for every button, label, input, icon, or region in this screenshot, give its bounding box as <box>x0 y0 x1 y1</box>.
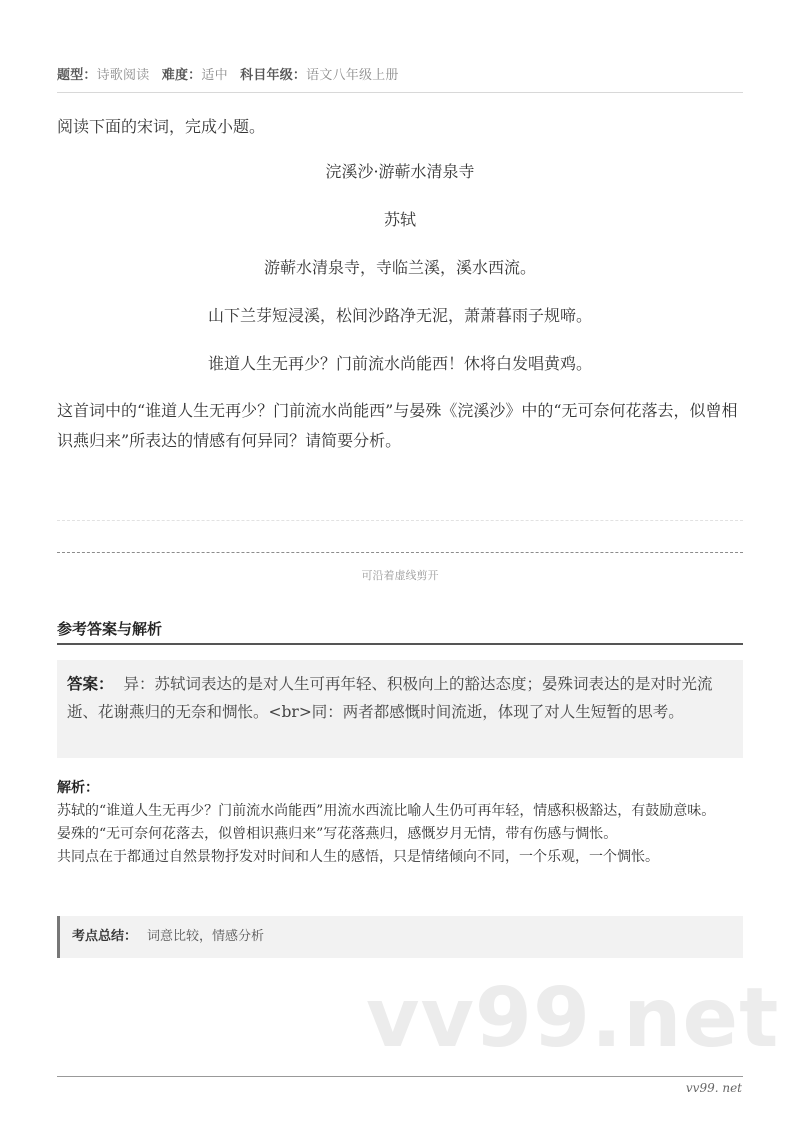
question-instruction: 阅读下面的宋词，完成小题。 <box>57 117 266 136</box>
footer-divider <box>57 1076 743 1077</box>
meta-divider <box>57 92 743 93</box>
subject-label: 科目年级： <box>240 68 307 83</box>
poem-line: 谁道人生无再少？门前流水尚能西！休将白发唱黄鸡。 <box>207 354 592 373</box>
question-meta <box>57 64 407 83</box>
analysis-paragraph: 晏殊的“无可奈何花落去，似曾相识燕归来”写花落燕归，感慨岁月无情，带有伤感与惆怅。 <box>57 826 618 842</box>
answer-text: 异：苏轼词表达的是对人生可再年轻、积极向上的豁达态度；晏殊词表达的是对时光流逝、花谢燕归的无奈和惆怅。<br>同：两者都感慨时间流逝，体现了对人生短暂的思考。 <box>67 675 713 721</box>
summary-text: 词意比较，情感分析 <box>147 929 265 944</box>
type-label: 题型： <box>57 68 97 83</box>
answer-box <box>57 660 743 758</box>
difficulty-label: 难度： <box>161 68 202 83</box>
analysis-paragraph: 苏轼的“谁道人生无再少？门前流水尚能西”用流水西流比喻人生仍可再年轻，情感积极豁达，有鼓励意味。 <box>57 803 716 819</box>
question-prompt: 这首词中的“谁道人生无再少？门前流水尚能西”与晏殊《浣溪沙》中的“无可奈何花落去，似曾相识燕归来”所表达的情感有何异同？请简要分析。 <box>57 401 738 450</box>
poem-line: 游蕲水清泉寺，寺临兰溪，溪水西流。 <box>263 258 536 277</box>
cut-dashed-line <box>57 552 743 553</box>
type-value: 诗歌阅读 <box>96 68 150 83</box>
analysis-body <box>57 800 747 869</box>
poem-title: 浣溪沙·游蕲水清泉寺 <box>325 162 475 181</box>
poem-line: 山下兰芽短浸溪，松间沙路净无泥，萧萧暮雨子规啼。 <box>207 306 592 325</box>
poem-author: 苏轼 <box>383 210 416 229</box>
answer-section-title: 参考答案与解析 <box>57 620 163 638</box>
analysis-label: 解析： <box>57 780 99 796</box>
difficulty-value: 适中 <box>201 68 228 83</box>
answer-section-divider <box>57 643 743 645</box>
exam-point-summary <box>57 916 743 958</box>
watermark: vv99.net <box>366 971 780 1066</box>
summary-label: 考点总结： <box>72 929 138 944</box>
subject-value: 语文八年级上册 <box>306 68 399 83</box>
cut-hint: 可沿着虚线剪开 <box>361 569 439 582</box>
answer-label: 答案： <box>67 675 114 693</box>
analysis-paragraph: 共同点在于都通过自然景物抒发对时间和人生的感悟，只是情绪倾向不同，一个乐观，一个惆怅。 <box>57 849 659 865</box>
answer-space-line <box>57 520 743 521</box>
footer-site: vv99. net <box>685 1081 742 1095</box>
